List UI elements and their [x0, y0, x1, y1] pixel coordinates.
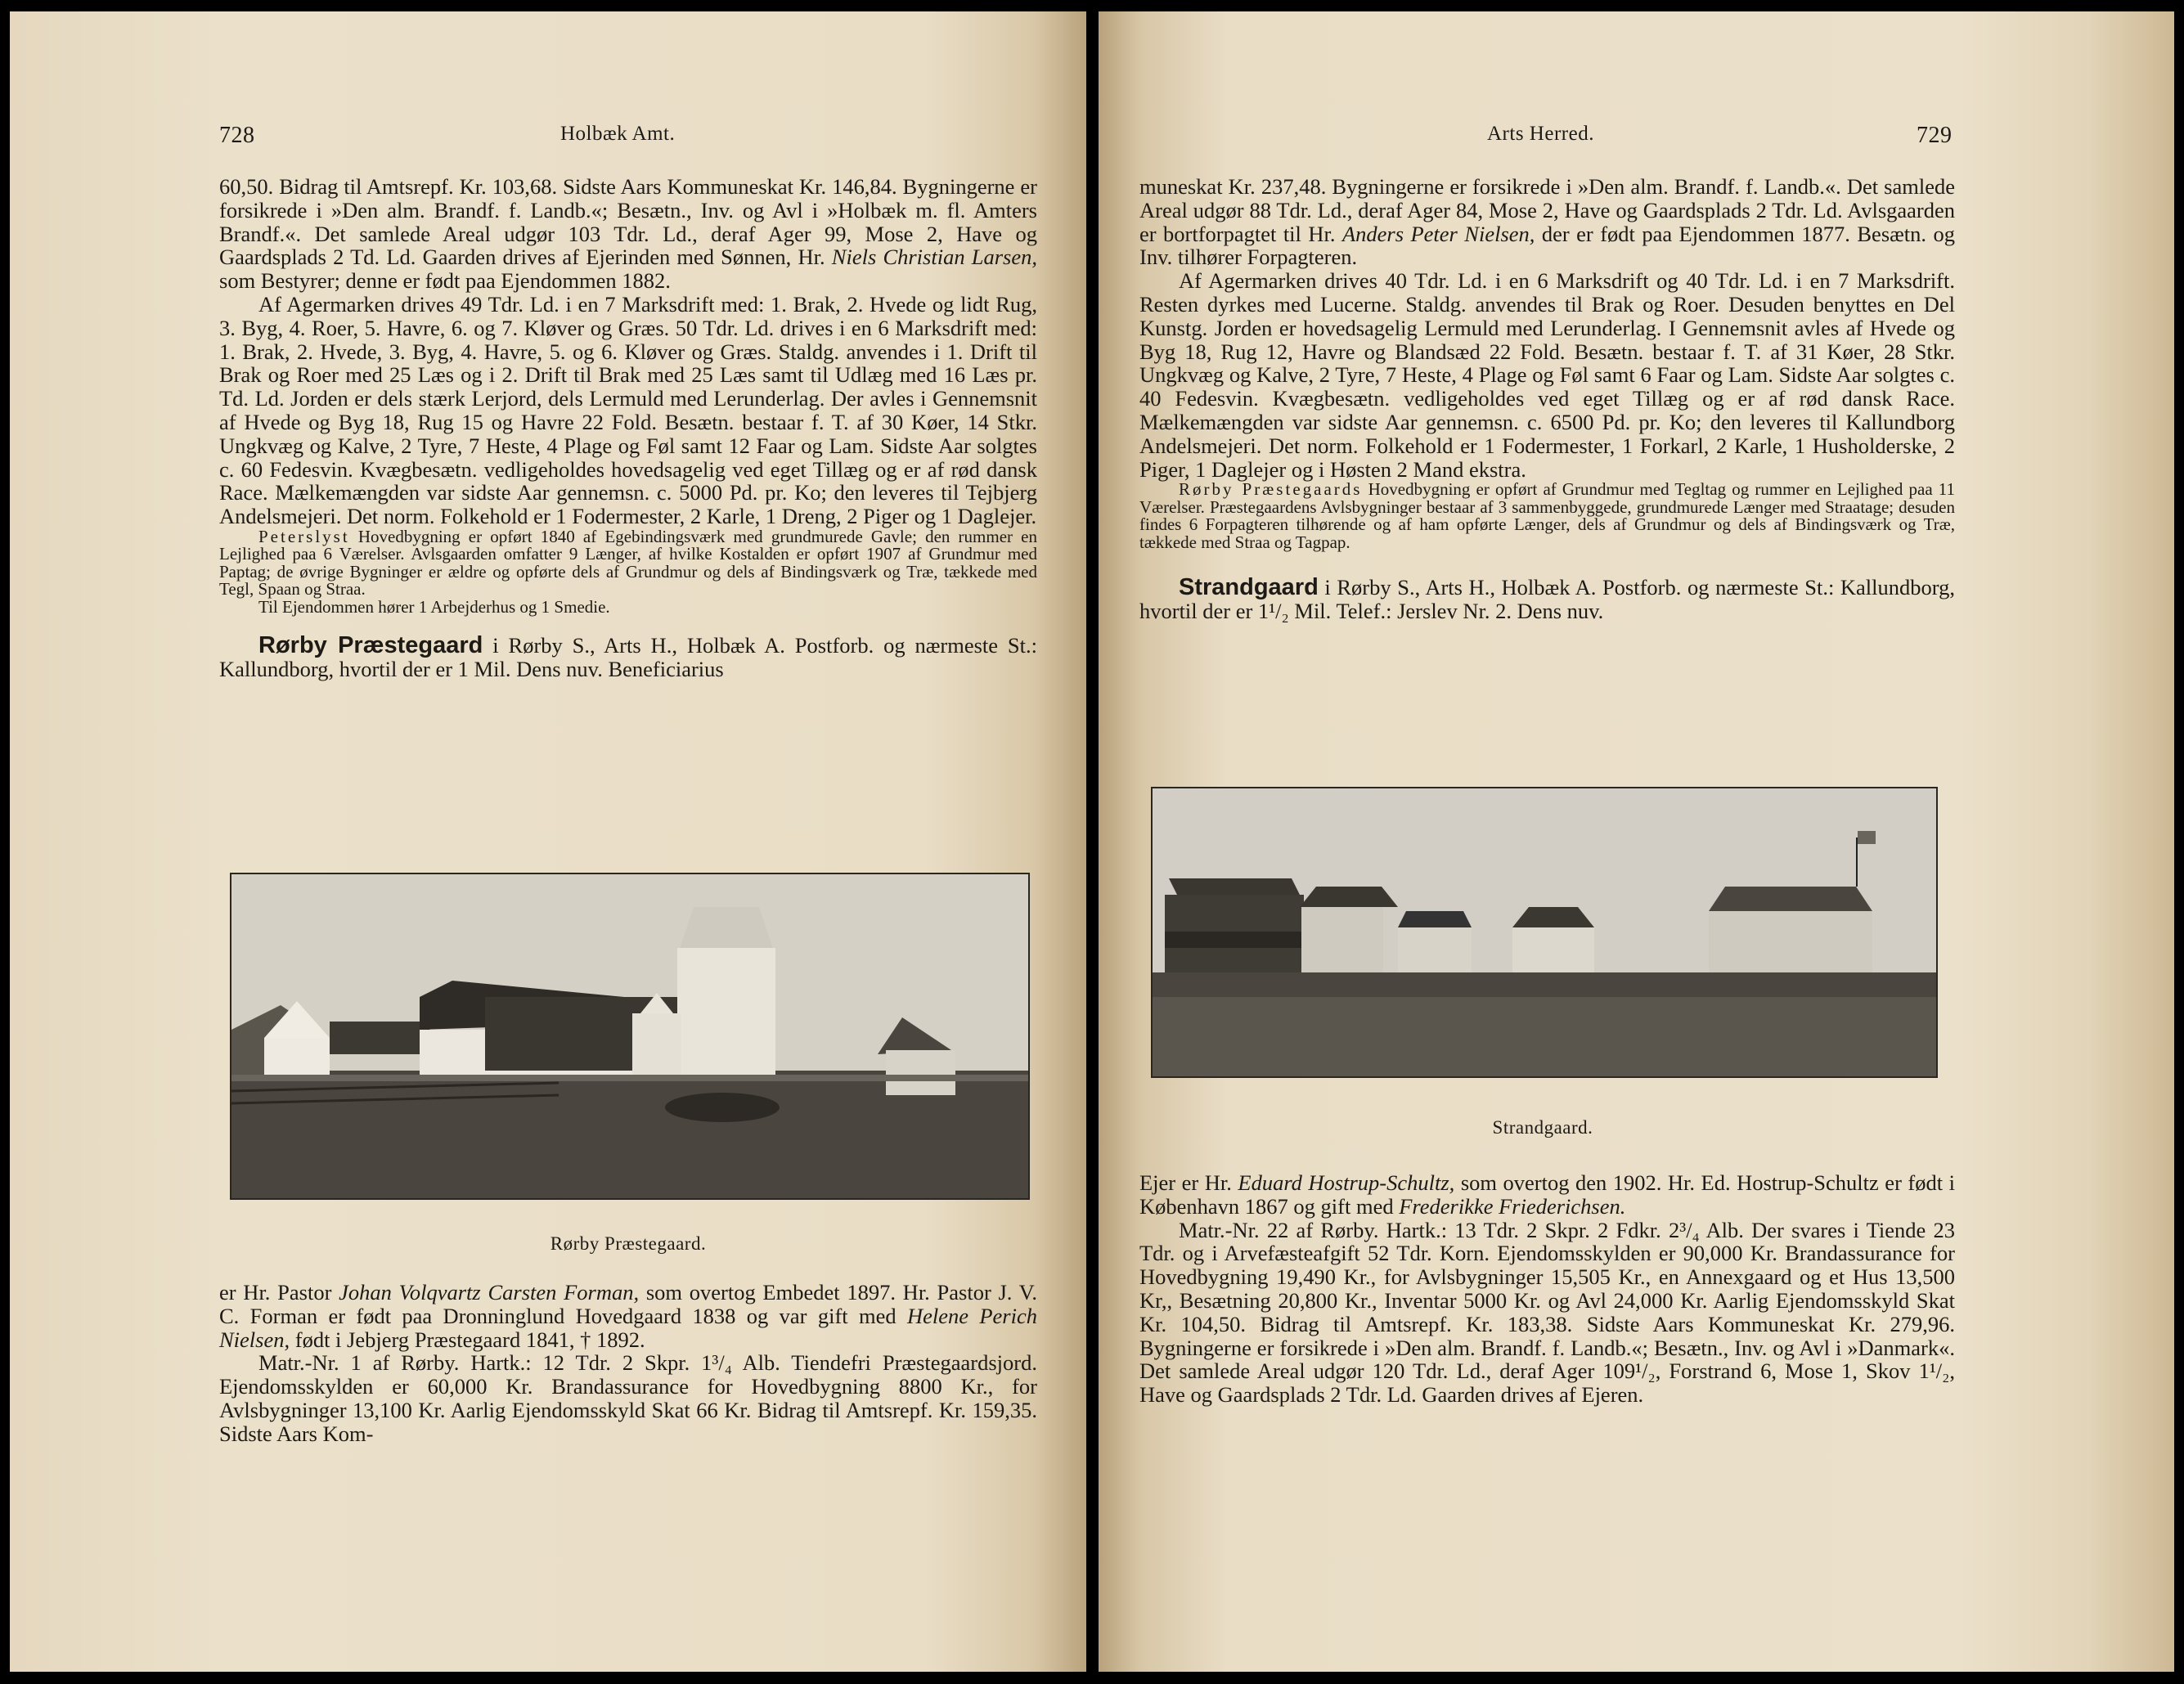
page-number: 729	[1917, 123, 1953, 148]
text-column-bottom	[219, 1281, 1037, 1446]
paragraph: er Hr. Pastor Johan Volqvartz Carsten Forman, som overtog Embedet 1897. Hr. Pastor J. V. C. Forman er født paa Dronninglund Hovedgaard 1838 og var gift med Helene Perich Nielsen, født i Jebjerg Præstegaard 1841, † 1892.	[219, 1280, 1038, 1352]
photo-strandgaard	[1151, 787, 1938, 1078]
photo-caption: Rørby Præstegaard.	[550, 1233, 707, 1254]
photo-rorby-praestegaard	[230, 873, 1030, 1200]
paragraph: muneskat Kr. 237,48. Bygningerne er forsikrede i »Den alm. Brandf. f. Landb.«. Det samlede Areal udgør 88 Tdr. Ld., deraf Ager 84, Mose 2, Have og Gaardsplads 2 Tdr. Ld. Avlsgaarden er bortforpagtet til Hr. Anders Peter Nielsen, der er født paa Ejendommen 1877. Besætn. og Inv. tilhører Forpagteren.	[1139, 174, 1955, 270]
paragraph: Matr.-Nr. 1 af Rørby. Hartk.: 12 Tdr. 2 Skpr. 1³/₄ Alb. Tiendefri Præstegaardsjord. Ejendomsskylden er 60,000 Kr. Brandassurance for Hovedbygning 8800 Kr., for Avlsbygninger 13,100 Kr. Aarlig Ejendomsskyld Skat 66 Kr. Bidrag til Amtsrepf. Kr. 159,35. Sidste Aars Kom-	[219, 1350, 1037, 1446]
bleed-through-margin	[1065, 175, 1086, 1238]
entry-heading: Strandgaard i Rørby S., Arts H., Holbæk A. Postforb. og nærmeste St.: Kallundborg, hvortil der er 1¹/₂ Mil. Telef.: Jerslev Nr. 2. Dens nuv.	[1139, 574, 1955, 624]
text-column-top	[1139, 175, 1955, 623]
bleed-through-margin	[1107, 187, 1139, 1578]
paragraph: Matr.-Nr. 22 af Rørby. Hartk.: 13 Tdr. 2 Skpr. 2 Fdkr. 2³/₄ Alb. Der svares i Tiende 23 Tdr. og i Arvefæsteafgift 52 Tdr. Korn. Ejendomsskylden er 90,000 Kr. Brandassurance for Hovedbygning 19,490 Kr., for Avlsbygninger 15,505 Kr., en Annexgaard og et Hus 13,500 Kr,, Besætning 20,800 Kr., Inventar 5000 Kr. og Avl 24,000 Kr. Aarlig Ejendomsskyld Skat Kr. 104,50. Bidrag til Amtsrepf. Kr. 183,38. Sidste Aars Kommuneskat Kr. 279,96. Bygningerne er forsikrede i »Den alm. Brandf. f. Landb.«; Besætn., Inv. og Avl i »Danmark«. Det samlede Areal udgør 120 Tdr. Ld., deraf Ager 109¹/₂, Forstrand 6, Mose 1, Skov 1¹/₂, Have og Gaardsplads 2 Tdr. Ld. Gaarden drives af Ejeren.	[1139, 1217, 1955, 1408]
farm-photo-illustration	[1153, 788, 1936, 1076]
text-column-bottom	[1139, 1171, 1955, 1407]
right-page	[1099, 11, 2174, 1672]
running-head: Arts Herred.	[1487, 123, 1594, 145]
paragraph: 60,50. Bidrag til Amtsrepf. Kr. 103,68. Sidste Aars Kommuneskat Kr. 146,84. Bygningerne er forsikrede i »Den alm. Brandf. f. Landb.«; Besætn., Inv. og Avl i »Holbæk m. fl. Amters Brandf.«. Det samlede Areal udgør 103 Tdr. Ld., deraf Ager 99, Mose 2, Have og Gaardsplads 2 Td. Ld. Gaarden drives af Ejerinden med Sønnen, Hr. Niels Christian Larsen, som Bestyrer; denne er født paa Ejendommen 1882.	[219, 174, 1038, 294]
small-note: Rørby Præstegaards Hovedbygning er opført af Grundmur med Tegltag og rummer en Lejlighed paa 11 Værelser. Præstegaardens Avlsbygninger bestaar af 3 sammenbyggede, grundmurede Længer med Straatage; desuden findes 6 Forpagteren tilhørende og af ham opførte Længer, dels af Grundmur og dels af Bindingsværk og Træ, tækkede med Straa og Tagpap.	[1139, 479, 1955, 552]
running-head: Holbæk Amt.	[560, 123, 676, 145]
paragraph: Ejer er Hr. Eduard Hostrup-Schultz, som overtog den 1902. Hr. Ed. Hostrup-Schultz er født i København 1867 og gift med Frederikke Friederichsen.	[1139, 1170, 1955, 1219]
photo-caption: Strandgaard.	[1492, 1117, 1593, 1138]
small-note: Til Ejendommen hører 1 Arbejderhus og 1 Smedie.	[258, 596, 610, 617]
small-note: Peterslyst Hovedbygning er opført 1840 af Egebindingsværk med grundmurede Gavle; den rummer en Lejlighed paa 6 Værelser. Avlsgaarden omfatter 9 Længer, af hvilke Kostalden er opført 1907 af Grundmur med Paptag; de øvrige Bygninger er ældre og opførte dels af Grundmur og dels af Bindingsværk og Træ, tækkede med Tegl, Spaan og Straa.	[219, 526, 1037, 600]
left-page	[10, 11, 1086, 1672]
page-number: 728	[219, 123, 255, 148]
paragraph: Af Agermarken drives 49 Tdr. Ld. i en 7 Marksdrift med: 1. Brak, 2. Hvede og lidt Rug, 3. Byg, 4. Roer, 5. Havre, 6. og 7. Kløver og Græs. 50 Tdr. Ld. drives i en 6 Marksdrift med: 1. Brak, 2. Hvede, 3. Byg, 4. Havre, 5. og 6. Kløver og Græs. Staldg. anvendes i 1. Drift til Brak og Roer med 25 Læs og i 2. Drift til Brak med 25 Læs samt til Udlæg med 16 Læs pr. Td. Ld. Jorden er dels stærk Lerjord, dels Lermuld med Lerunderlag. Der avles i Gennemsnit af Hvede og Byg 18, Rug 15 og Havre 22 Fold. Besætn. bestaar f. T. af 30 Køer, 14 Stkr. Ungkvæg og Kalve, 2 Tyre, 7 Heste, 4 Plage og Føl samt 12 Faar og Lam. Sidste Aar solgtes c. 60 Fedesvin. Kvægbesætn. vedligeholdes hovedsagelig ved eget Tillæg og er af rød dansk Race. Mælkemængden var sidste Aar gennemsn. c. 5000 Pd. pr. Ko; den leveres til Tejbjerg Andelsmejeri. Det norm. Folkehold er 1 Fodermester, 2 Karle, 1 Dreng, 2 Piger og 1 Daglejer.	[219, 291, 1037, 529]
text-column-top	[219, 175, 1037, 681]
farm-photo-illustration	[231, 874, 1028, 1198]
entry-heading: Rørby Præstegaard i Rørby S., Arts H., Holbæk A. Postforb. og nærmeste St.: Kallundborg, hvortil der er 1 Mil. Dens nuv. Beneficiarius	[219, 632, 1037, 682]
paragraph: Af Agermarken drives 40 Tdr. Ld. i en 6 Marksdrift og 40 Tdr. Ld. i en 7 Marksdrift. Resten dyrkes med Lucerne. Staldg. anvendes til Brak og Roer. Desuden benyttes en Del Kunstg. Jorden er hovedsagelig Lermuld med Lerunderlag. I Gennemsnit avles af Hvede og Byg 18, Rug 12, Havre og Blandsæd 22 Fold. Besætn. bestaar f. T. af 31 Køer, 28 Stkr. Ungkvæg og Kalve, 2 Tyre, 7 Heste, 4 Plage og Føl samt 6 Faar og Lam. Sidste Aar solgtes c. 40 Fedesvin. Kvægbesætn. vedligeholdes ved eget Tillæg og er af rød dansk Race. Mælkemængden var sidste Aar gennemsn. c. 6500 Pd. pr. Ko; den leveres til Kallundborg Andelsmejeri. Det norm. Folkehold er 1 Fodermester, 1 Forkarl, 2 Karle, 1 Husholderske, 2 Piger, 1 Daglejer og i Høsten 2 Mand ekstra.	[1139, 268, 1955, 482]
